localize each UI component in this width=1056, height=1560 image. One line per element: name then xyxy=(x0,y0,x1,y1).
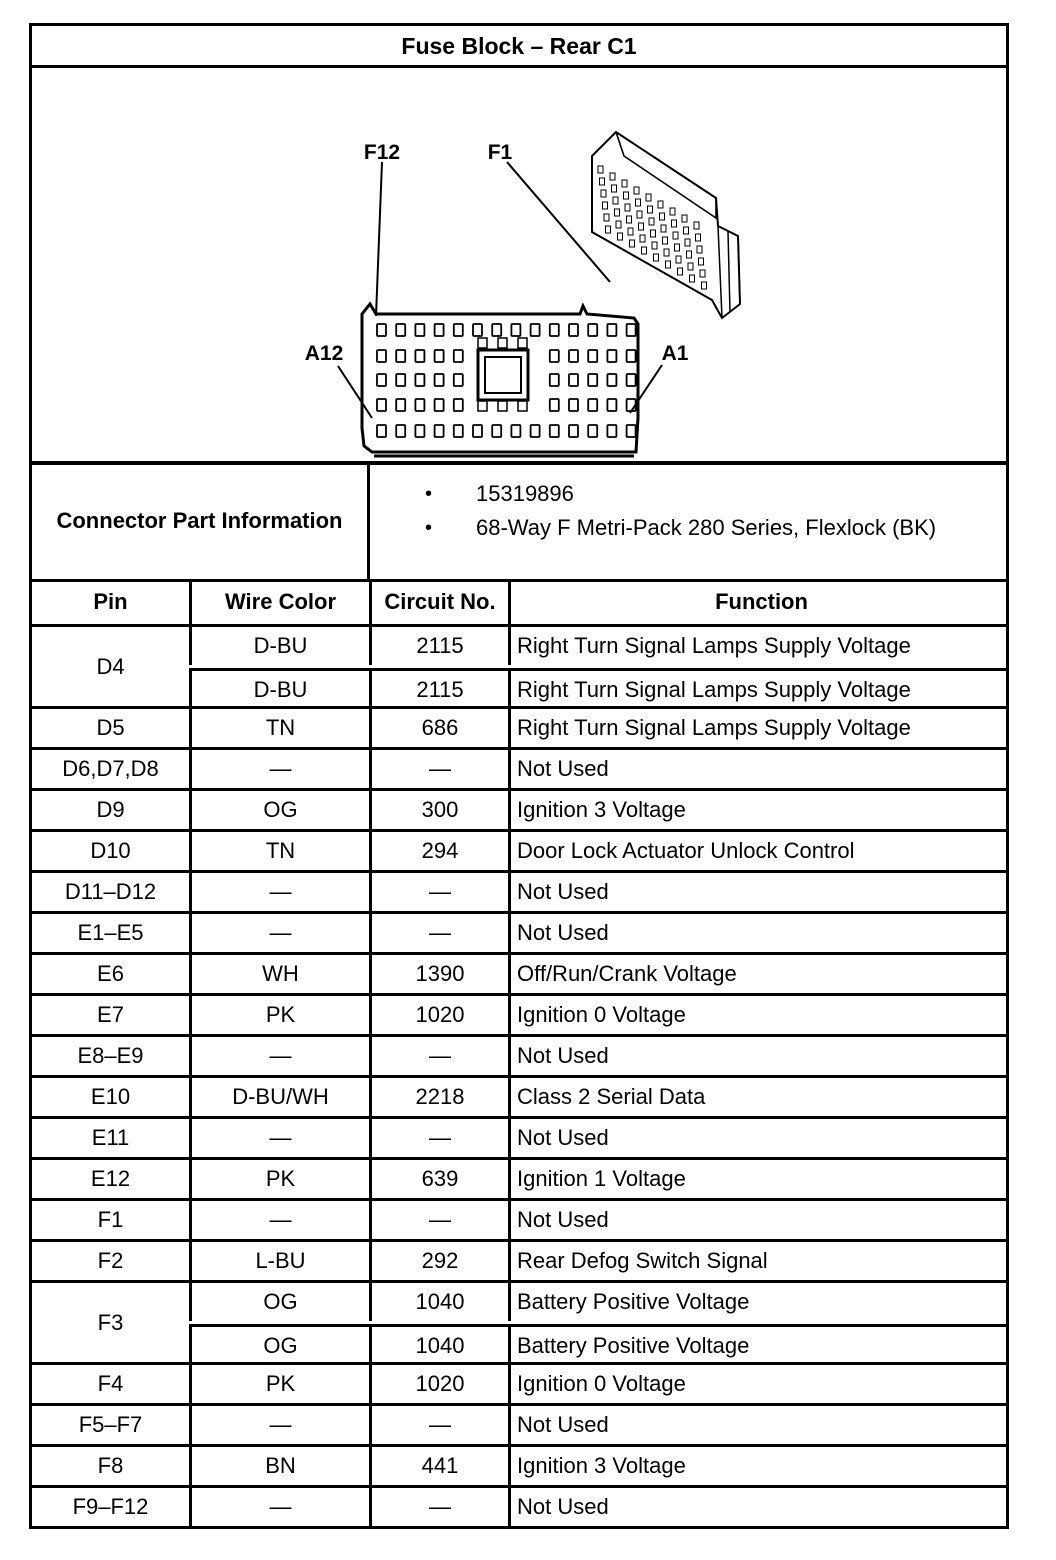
circuit-no-cell: — xyxy=(369,1119,508,1157)
iso-cavity xyxy=(598,166,603,173)
wire-color-cell: — xyxy=(189,1119,369,1157)
iso-cavity xyxy=(601,190,606,197)
function-cell: Ignition 3 Voltage xyxy=(508,1447,1006,1485)
entry-subrow xyxy=(189,1242,1006,1280)
pin-cell: F8 xyxy=(97,1453,124,1478)
pin-cavity xyxy=(377,350,386,362)
pin-cavity xyxy=(550,425,559,437)
wire-color-cell: — xyxy=(189,914,369,952)
pin-cavity xyxy=(588,324,597,336)
pin-cavity xyxy=(454,324,463,336)
pin-cavity xyxy=(607,324,616,336)
connector-info-label: Connector Part Information xyxy=(32,465,370,579)
pin-cavity xyxy=(550,374,559,386)
table-row xyxy=(32,1075,1006,1116)
circuit-no-cell: — xyxy=(369,1201,508,1239)
entry-subrow xyxy=(189,1488,1006,1526)
table-header-row xyxy=(32,579,1006,624)
label-a12: A12 xyxy=(304,342,344,365)
connector-info-list xyxy=(370,465,1006,579)
pin-cavity xyxy=(498,338,507,348)
iso-cavity xyxy=(666,261,671,268)
iso-cavity xyxy=(696,234,701,241)
iso-cavity xyxy=(646,194,651,201)
pin-cell: D4 xyxy=(96,654,125,679)
pin-cell: F4 xyxy=(97,1371,124,1396)
table-row xyxy=(32,1034,1006,1075)
pin-cavity xyxy=(415,374,424,386)
iso-cavity xyxy=(672,220,677,227)
circuit-no-cell: — xyxy=(369,914,508,952)
iso-cavity xyxy=(634,187,639,194)
pin-cavity xyxy=(627,324,636,336)
circuit-no-cell: 1040 xyxy=(369,1283,508,1321)
table-row xyxy=(32,1157,1006,1198)
part-number: 15319896 xyxy=(476,481,574,506)
wire-color-cell: D-BU xyxy=(189,627,369,665)
pin-cavity xyxy=(627,425,636,437)
table-row xyxy=(32,829,1006,870)
function-cell: Right Turn Signal Lamps Supply Voltage xyxy=(508,709,1006,747)
circuit-no-cell: — xyxy=(369,1037,508,1075)
table-row xyxy=(32,993,1006,1034)
pin-cavity xyxy=(478,401,487,411)
circuit-no-cell: — xyxy=(369,750,508,788)
iso-cavity xyxy=(694,222,699,229)
wire-color-cell: TN xyxy=(189,709,369,747)
iso-cavity xyxy=(664,249,669,256)
pin-cavity xyxy=(511,324,520,336)
pin-cell: F9–F12 xyxy=(72,1494,149,1519)
wire-color-cell: L-BU xyxy=(189,1242,369,1280)
pin-cavity xyxy=(550,350,559,362)
circuit-no-cell: 300 xyxy=(369,791,508,829)
pin-cavity xyxy=(473,324,482,336)
pin-cell: F1 xyxy=(97,1207,124,1232)
pin-cavity xyxy=(478,338,487,348)
iso-cavity xyxy=(673,232,678,239)
pin-cavity xyxy=(531,425,540,437)
iso-cavity xyxy=(682,215,687,222)
iso-cavity xyxy=(652,242,657,249)
table-row xyxy=(32,952,1006,993)
wire-color-cell: PK xyxy=(189,1365,369,1403)
circuit-no-cell: 2115 xyxy=(369,671,508,712)
pin-cavity xyxy=(607,350,616,362)
pin-cavity xyxy=(588,374,597,386)
circuit-no-cell: — xyxy=(369,1488,508,1526)
iso-cavity xyxy=(687,251,692,258)
table-row xyxy=(32,1239,1006,1280)
iso-cavity xyxy=(600,178,605,185)
function-cell: Class 2 Serial Data xyxy=(508,1078,1006,1116)
entry-subrow xyxy=(189,1406,1006,1444)
label-f12: F12 xyxy=(363,141,401,164)
circuit-no-cell: 2218 xyxy=(369,1078,508,1116)
table-row xyxy=(32,870,1006,911)
pin-cavity xyxy=(377,425,386,437)
pin-cavity xyxy=(415,399,424,411)
pin-cavity xyxy=(550,324,559,336)
table-row xyxy=(32,911,1006,952)
table-row xyxy=(32,1198,1006,1239)
iso-cavity xyxy=(702,282,707,289)
pin-cavity xyxy=(435,425,444,437)
list-item xyxy=(370,477,1006,511)
label-f1: F1 xyxy=(487,141,513,164)
pin-cell: E8–E9 xyxy=(77,1043,144,1068)
pin-cavity xyxy=(550,399,559,411)
pin-cell: E1–E5 xyxy=(77,920,144,945)
iso-cavity xyxy=(624,192,629,199)
wire-color-cell: — xyxy=(189,1037,369,1075)
pin-cell: E7 xyxy=(97,1002,124,1027)
pin-cell: F3 xyxy=(97,1310,124,1335)
pin-cavity xyxy=(627,374,636,386)
iso-cavity xyxy=(697,246,702,253)
bullet-icon: • xyxy=(425,517,433,539)
table-row xyxy=(32,1485,1006,1526)
wire-color-cell: D-BU xyxy=(189,671,369,712)
center-lock-inner xyxy=(485,357,521,393)
entry-subrow xyxy=(189,1283,1006,1321)
entry-subrow xyxy=(189,832,1006,870)
wire-color-cell: D-BU/WH xyxy=(189,1078,369,1116)
function-cell: Door Lock Actuator Unlock Control xyxy=(508,832,1006,870)
pin-cavity xyxy=(396,399,405,411)
function-cell: Rear Defog Switch Signal xyxy=(508,1242,1006,1280)
iso-cavity xyxy=(678,268,683,275)
pin-cell: E6 xyxy=(97,961,124,986)
circuit-no-cell: 1390 xyxy=(369,955,508,993)
table-row xyxy=(32,1403,1006,1444)
wire-color-cell: BN xyxy=(189,1447,369,1485)
circuit-no-cell: 1020 xyxy=(369,1365,508,1403)
table-row xyxy=(32,624,1006,706)
pin-cavity xyxy=(396,350,405,362)
iso-cavity xyxy=(613,197,618,204)
entry-subrow xyxy=(189,1160,1006,1198)
entry-subrow xyxy=(189,996,1006,1034)
wire-color-cell: WH xyxy=(189,955,369,993)
iso-cavity xyxy=(700,270,705,277)
table-row xyxy=(32,1362,1006,1403)
pin-cavity xyxy=(454,374,463,386)
iso-cavity xyxy=(688,263,693,270)
label-a1: A1 xyxy=(661,342,689,365)
wire-color-cell: PK xyxy=(189,996,369,1034)
pin-cavity xyxy=(588,399,597,411)
iso-cavity xyxy=(670,208,675,215)
function-cell: Battery Positive Voltage xyxy=(508,1283,1006,1321)
entry-subrow xyxy=(189,1201,1006,1239)
entry-subrow xyxy=(189,955,1006,993)
bullet-icon: • xyxy=(425,483,433,505)
pin-cavity xyxy=(435,350,444,362)
pin-cavity xyxy=(569,425,578,437)
pin-cell: E11 xyxy=(91,1125,130,1150)
function-cell: Right Turn Signal Lamps Supply Voltage xyxy=(508,627,1006,665)
iso-cavity xyxy=(625,204,630,211)
iso-cavity xyxy=(628,228,633,235)
pin-cell: D11–D12 xyxy=(64,879,157,904)
entry-subrow xyxy=(189,1037,1006,1075)
pin-cavity xyxy=(627,350,636,362)
table-row xyxy=(32,747,1006,788)
table-row xyxy=(32,706,1006,747)
connector-part-information xyxy=(32,461,1006,579)
circuit-no-cell: 639 xyxy=(369,1160,508,1198)
entry-subrow xyxy=(189,627,1006,665)
pinout-table xyxy=(32,579,1006,1526)
iso-cavity xyxy=(648,206,653,213)
pin-cavity xyxy=(396,374,405,386)
table-row xyxy=(32,788,1006,829)
iso-cavity xyxy=(604,214,609,221)
list-item xyxy=(370,511,1006,545)
pin-cavity xyxy=(531,324,540,336)
function-cell: Not Used xyxy=(508,1119,1006,1157)
entry-subrow xyxy=(189,914,1006,952)
circuit-no-cell: 292 xyxy=(369,1242,508,1280)
circuit-no-cell: 2115 xyxy=(369,627,508,665)
iso-cavity xyxy=(637,211,642,218)
iso-cavity xyxy=(630,240,635,247)
pin-cavity xyxy=(473,425,482,437)
pin-cavity xyxy=(396,324,405,336)
header-circuit-no: Circuit No. xyxy=(369,582,508,624)
pin-cell: D6,D7,D8 xyxy=(62,756,159,781)
wire-color-cell: OG xyxy=(189,1283,369,1321)
iso-cavity xyxy=(636,199,641,206)
pin-cavity xyxy=(569,324,578,336)
pin-cell: F2 xyxy=(97,1248,124,1273)
iso-cavity xyxy=(658,201,663,208)
header-function: Function xyxy=(508,582,1006,624)
function-cell: Ignition 0 Voltage xyxy=(508,1365,1006,1403)
iso-cavity xyxy=(661,225,666,232)
function-cell: Not Used xyxy=(508,1037,1006,1075)
wire-color-cell: — xyxy=(189,750,369,788)
iso-cavity xyxy=(603,202,608,209)
pin-cavity xyxy=(377,374,386,386)
iso-cavity xyxy=(660,213,665,220)
table-row xyxy=(32,1116,1006,1157)
pin-cavity xyxy=(518,401,527,411)
pin-cavity xyxy=(454,350,463,362)
pin-cell: E10 xyxy=(90,1084,131,1109)
pin-cavity xyxy=(454,399,463,411)
pin-cavity xyxy=(377,324,386,336)
pin-cavity xyxy=(607,425,616,437)
wire-color-cell: TN xyxy=(189,832,369,870)
iso-cavity xyxy=(606,226,611,233)
wire-color-cell: OG xyxy=(189,791,369,829)
pin-cavity xyxy=(454,425,463,437)
header-wire-color: Wire Color xyxy=(189,582,369,624)
function-cell: Ignition 3 Voltage xyxy=(508,791,1006,829)
table-row xyxy=(32,1280,1006,1362)
iso-cavity xyxy=(649,218,654,225)
iso-cavity xyxy=(610,173,615,180)
pin-cavity xyxy=(377,399,386,411)
circuit-no-cell: 1020 xyxy=(369,996,508,1034)
pin-cavity xyxy=(607,374,616,386)
entry-subrow xyxy=(189,709,1006,747)
wire-color-cell: PK xyxy=(189,1160,369,1198)
entry-subrow xyxy=(189,1119,1006,1157)
iso-cavity xyxy=(699,258,704,265)
entry-subrow xyxy=(189,1365,1006,1403)
function-cell: Not Used xyxy=(508,1201,1006,1239)
pin-cavity xyxy=(569,350,578,362)
pin-cavity xyxy=(492,324,501,336)
function-cell: Ignition 1 Voltage xyxy=(508,1160,1006,1198)
iso-cavity xyxy=(663,237,668,244)
pin-cavity xyxy=(415,350,424,362)
pin-cavity xyxy=(588,350,597,362)
pin-cell: D10 xyxy=(90,838,131,863)
pin-cell: D9 xyxy=(96,797,125,822)
pin-cell: E12 xyxy=(90,1166,131,1191)
iso-cavity xyxy=(616,221,621,228)
iso-cavity xyxy=(654,254,659,261)
iso-cavity xyxy=(618,233,623,240)
pin-cavity xyxy=(511,425,520,437)
circuit-no-cell: 294 xyxy=(369,832,508,870)
iso-cavity xyxy=(640,235,645,242)
iso-cavity xyxy=(676,256,681,263)
connector-sheet xyxy=(29,23,1009,1529)
entry-subrow xyxy=(189,1078,1006,1116)
wire-color-cell: — xyxy=(189,1488,369,1526)
page-title: Fuse Block – Rear C1 xyxy=(32,26,1006,68)
header-pin: Pin xyxy=(93,589,128,614)
entry-subrow xyxy=(189,1447,1006,1485)
circuit-no-cell: 686 xyxy=(369,709,508,747)
entry-subrow xyxy=(189,873,1006,911)
connector-face-drawing xyxy=(32,68,1006,461)
entry-subrow xyxy=(189,750,1006,788)
function-cell: Right Turn Signal Lamps Supply Voltage xyxy=(508,671,1006,712)
pin-cavity xyxy=(435,324,444,336)
pin-cavity xyxy=(588,425,597,437)
pin-cavity xyxy=(518,338,527,348)
function-cell: Off/Run/Crank Voltage xyxy=(508,955,1006,993)
pin-cavity xyxy=(396,425,405,437)
iso-cavity xyxy=(651,230,656,237)
pin-cavity xyxy=(415,425,424,437)
iso-cavity xyxy=(612,185,617,192)
circuit-no-cell: — xyxy=(369,873,508,911)
iso-cavity xyxy=(684,227,689,234)
iso-cavity xyxy=(615,209,620,216)
iso-cavity xyxy=(639,223,644,230)
function-cell: Not Used xyxy=(508,1488,1006,1526)
circuit-no-cell: 441 xyxy=(369,1447,508,1485)
function-cell: Ignition 0 Voltage xyxy=(508,996,1006,1034)
function-cell: Not Used xyxy=(508,750,1006,788)
pin-cavity xyxy=(435,374,444,386)
function-cell: Not Used xyxy=(508,914,1006,952)
pin-cavity xyxy=(607,399,616,411)
function-cell: Not Used xyxy=(508,873,1006,911)
function-cell: Battery Positive Voltage xyxy=(508,1327,1006,1368)
wire-color-cell: — xyxy=(189,873,369,911)
iso-cavity xyxy=(627,216,632,223)
pin-cavity xyxy=(569,399,578,411)
wire-color-cell: — xyxy=(189,1406,369,1444)
pin-cavity xyxy=(435,399,444,411)
iso-cavity xyxy=(690,275,695,282)
iso-cavity xyxy=(622,180,627,187)
circuit-no-cell: — xyxy=(369,1406,508,1444)
iso-cavity xyxy=(685,239,690,246)
circuit-no-cell: 1040 xyxy=(369,1327,508,1368)
pin-cell: F5–F7 xyxy=(78,1412,143,1437)
wire-color-cell: — xyxy=(189,1201,369,1239)
connector-diagram xyxy=(32,68,1006,461)
connector-isometric-view xyxy=(592,132,740,318)
entry-subrow xyxy=(189,791,1006,829)
pin-cavity xyxy=(415,324,424,336)
table-row xyxy=(32,1444,1006,1485)
iso-cavity xyxy=(675,244,680,251)
pin-cavity xyxy=(569,374,578,386)
pin-cell: D5 xyxy=(96,715,125,740)
wire-color-cell: OG xyxy=(189,1327,369,1368)
connector-description: 68-Way F Metri-Pack 280 Series, Flexlock (BK) xyxy=(476,515,937,540)
pin-cavity xyxy=(492,425,501,437)
function-cell: Not Used xyxy=(508,1406,1006,1444)
iso-cavity xyxy=(642,247,647,254)
pin-cavity xyxy=(498,401,507,411)
